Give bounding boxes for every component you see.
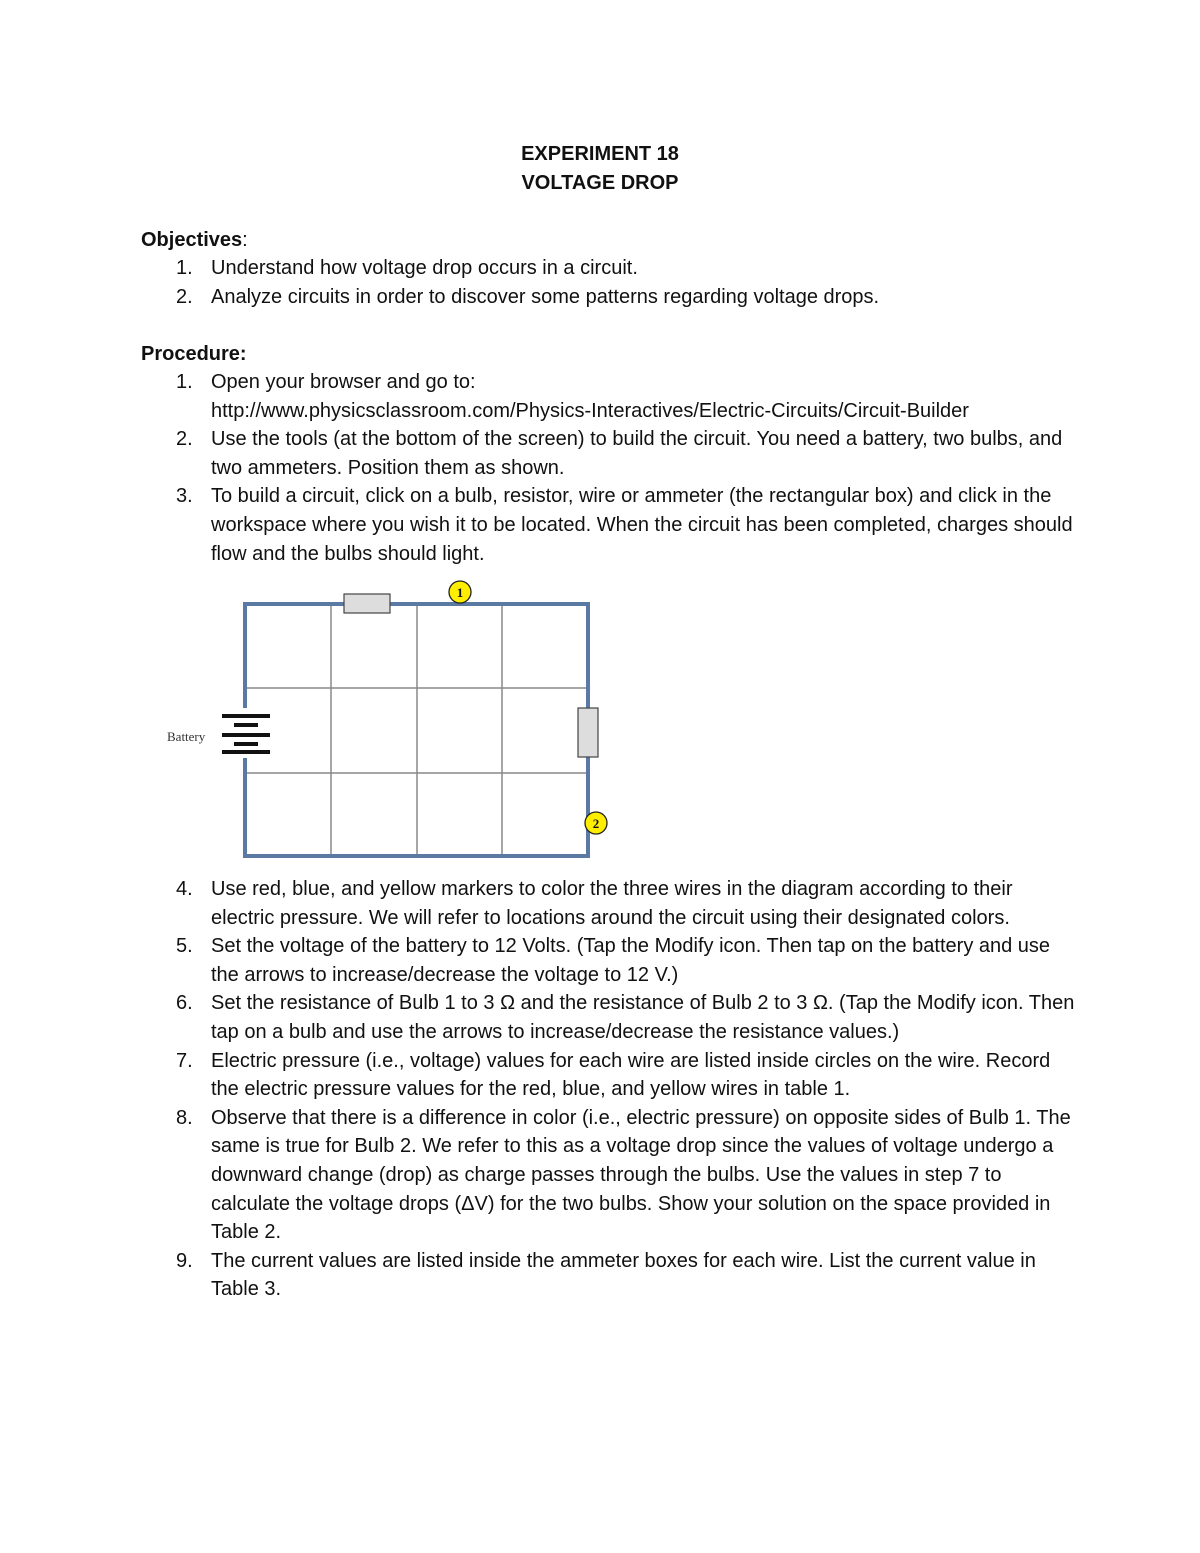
objective-number: 1. [176,257,193,279]
procedure-number: 4. [176,878,193,900]
marker-1-label: 1 [456,585,464,600]
procedure-number: 9. [176,1249,193,1272]
procedure-item [141,1104,1081,1247]
procedure-item [141,1247,1081,1304]
marker-2-label: 2 [592,816,600,831]
procedure-text: Use red, blue, and yellow markers to color the three wires in the diagram according to their electric pressure. We will refer to locations around the circuit using their designated colors. [211,878,1013,929]
procedure-number: 2. [176,428,193,451]
procedure-text: Open your browser and go to: [211,371,476,393]
procedure-text: Set the resistance of Bulb 1 to 3 Ω and the resistance of Bulb 2 to 3 Ω. (Tap the Modify icon. Then tap on a bulb and use the arrows to increase/decrease the resistance values.) [211,992,1075,1043]
right-component-box [578,708,598,757]
procedure-number: 8. [176,1106,193,1129]
procedure-text: The current values are listed inside the ammeter boxes for each wire. List the current value in Table 3. [211,1249,1036,1301]
marker-2 [585,812,607,834]
procedure-item [141,425,1081,482]
objectives-heading [141,226,248,254]
experiment-title: EXPERIMENT 18 [521,143,679,165]
procedure-text: Set the voltage of the battery to 12 Volts. (Tap the Modify icon. Then tap on the battery and use the arrows to increase/decrease the voltage to 12 V.) [211,935,1051,986]
procedure-number: 7. [176,1049,193,1072]
objectives-list [141,254,1081,311]
procedure-item [141,482,1081,568]
procedure-number: 3. [176,485,193,508]
marker-1 [449,581,471,603]
objective-item [141,283,1081,312]
circuit-grid [245,604,588,856]
experiment-subtitle: VOLTAGE DROP [521,172,679,194]
procedure-item [141,368,1081,425]
procedure-number: 6. [176,992,193,1015]
top-component-box [344,594,390,613]
objective-number: 2. [176,285,193,308]
objectives-heading-text: Objectives [141,229,243,251]
procedure-text: Use the tools (at the bottom of the screen) to build the circuit. You need a battery, two bulbs, and two ammeters. Position them as shown. [211,428,1063,479]
procedure-url: http://www.physicsclassroom.com/Physics-Interactives/Electric-Circuits/Circuit-Builder [211,399,969,422]
procedure-text: To build a circuit, click on a bulb, resistor, wire or ammeter (the rectangular box) and click in the workspace where you wish it to be located. When the circuit has been completed, charges should flow and the bulbs should light. [211,485,1073,565]
procedure-item [141,989,1081,1046]
procedure-item [141,875,1081,932]
procedure-number: 5. [176,935,193,958]
procedure-text: Electric pressure (i.e., voltage) values for each wire are listed inside circles on the wire. Record the electric pressure values for the red, blue, and yellow wires in table 1. [211,1049,1051,1101]
procedure-list-part2 [141,875,1081,1304]
procedure-item [141,1047,1081,1104]
objective-item [141,254,1081,283]
battery-icon [222,708,270,758]
procedure-number: 1. [176,371,193,393]
battery-label: Battery [167,729,206,744]
objectives-heading-colon: : [242,229,248,251]
circuit-diagram [160,576,620,866]
objective-text: Understand how voltage drop occurs in a circuit. [211,257,638,279]
procedure-heading: Procedure: [141,343,247,365]
procedure-item [141,932,1081,989]
procedure-list-part1 [141,368,1081,568]
objective-text: Analyze circuits in order to discover some patterns regarding voltage drops. [211,285,880,308]
procedure-text: Observe that there is a difference in color (i.e., electric pressure) on opposite sides of Bulb 1. The same is true for Bulb 2. We refer to this as a voltage drop since the values of voltage undergo a downward change (drop) as charge passes through the bulbs. Use the values in step 7 to calculate the voltage drops (ΔV) for the two bulbs. Show your solution on the space provided in Table 2. [211,1106,1071,1244]
